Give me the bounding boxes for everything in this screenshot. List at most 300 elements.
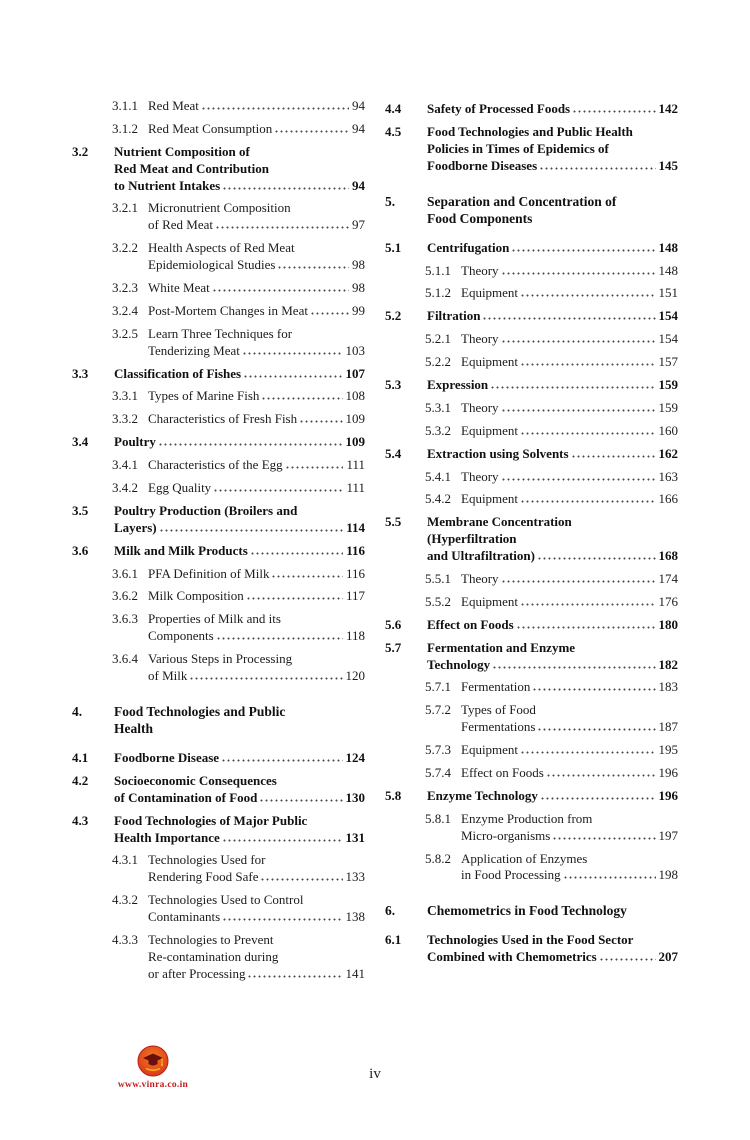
entry-page-number: 141 [345,965,365,981]
entry-title-line: Enzyme Production from [461,810,593,826]
dot-leader [222,839,343,842]
entry-title-line: Technologies to Prevent [148,932,274,948]
toc-entry [72,703,365,738]
dot-leader [222,918,342,921]
entry-title-line: Components [148,628,214,644]
toc-entry [385,491,678,508]
dot-leader [552,837,655,840]
dot-leader [159,529,344,532]
entry-number: 4.3.1 [112,852,138,868]
toc-entry [385,594,678,611]
dot-leader [501,478,656,481]
entry-page-number: 124 [345,750,365,766]
entry-title-line: Properties of Milk and its [148,611,281,627]
entry-page-number: 166 [658,491,678,507]
dot-leader [260,878,342,881]
entry-title-line: of Contamination of Food [114,789,258,805]
dot-leader [520,603,655,606]
dot-leader [546,774,656,777]
entry-page-number: 133 [345,869,365,885]
entry-page-number: 154 [658,308,678,324]
toc-entry [385,377,678,394]
toc-entry [72,611,365,645]
entry-title-line: Theory [461,468,499,484]
entry-title-line: Tenderizing Meat [148,342,240,358]
entry-title-line: Micro-organisms [461,827,551,843]
entry-number: 5.1.2 [425,285,451,301]
entry-title-line: Theory [461,571,499,587]
entry-number: 5.8.2 [425,850,451,866]
dot-leader [482,317,655,320]
entry-page-number: 198 [658,867,678,883]
dot-leader [539,167,655,170]
entry-number: 3.2 [72,143,89,159]
entry-title-line: or after Processing [148,965,246,981]
entry-title-line: Foodborne Disease [114,750,220,766]
entry-title-line: Application of Enzymes [461,850,588,866]
entry-page-number: 109 [345,434,365,450]
entry-title-line: Equipment [461,422,519,438]
entry-title-line: Egg Quality [148,480,212,496]
toc-entry [385,354,678,371]
entry-title-line: Contaminants [148,909,221,925]
entry-number: 3.4.1 [112,457,138,473]
dot-leader [537,557,656,560]
entry-page-number: 103 [345,342,365,358]
toc-entry [385,788,678,805]
entry-title-line: Health [114,721,153,737]
toc-entry [72,411,365,428]
entry-page-number: 197 [658,827,678,843]
toc-entry [72,434,365,451]
toc-entry [72,651,365,685]
entry-title-line: in Food Processing [461,867,561,883]
entry-title-line: Centrifugation [427,239,510,255]
entry-number: 4.3.3 [112,932,138,948]
dot-leader [490,386,655,389]
entry-page-number: 176 [658,593,678,609]
entry-number: 4.1 [72,750,89,766]
toc-entry [385,400,678,417]
entry-page-number: 118 [345,628,365,644]
entry-title-line: PFA Definition of Milk [148,565,270,581]
dot-leader [277,266,349,269]
entry-number: 5.8.1 [425,810,451,826]
entry-title-line: Technologies Used to Control [148,892,304,908]
entry-number: 4.5 [385,123,402,139]
dot-leader [520,294,655,297]
entry-page-number: 97 [352,217,365,233]
entry-page-number: 163 [658,468,678,484]
toc-entry [385,811,678,845]
entry-title-line: Fermentation [461,679,531,695]
entry-page-number: 174 [658,571,678,587]
entry-title-line: Learn Three Techniques for [148,325,293,341]
entry-title-line: Layers) [114,519,157,535]
entry-page-number: 207 [658,948,678,964]
entry-number: 5.2.2 [425,354,451,370]
entry-number: 5.3 [385,377,402,392]
toc-entry [385,331,678,348]
entry-page-number: 142 [658,101,678,116]
toc-entry [385,851,678,885]
dot-leader [571,455,656,458]
dot-leader [501,580,656,583]
entry-title-line: Red Meat Consumption [148,120,273,136]
entry-title-line: Socioeconomic Consequences [114,772,277,788]
toc-entry [385,446,678,463]
entry-title-line: Effect on Foods [461,765,544,781]
toc-entry [385,514,678,565]
table-of-contents [72,98,678,989]
entry-page-number: 94 [352,98,365,113]
entry-title-line: Various Steps in Processing [148,651,293,667]
toc-entry [72,303,365,320]
entry-title-line: Policies in Times of Epidemics of [427,140,609,156]
page-number: iv [369,1066,381,1082]
entry-title-line: Characteristics of the Egg [148,457,283,473]
entry-title-line: Food Technologies of Major Public [114,812,308,828]
entry-title-line: Types of Marine Fish [148,388,260,404]
entry-title-line: Epidemiological Studies [148,257,276,273]
entry-title-line: Equipment [461,742,519,758]
entry-page-number: 196 [658,787,678,803]
entry-title-line: Food Technologies and Public Health [427,123,633,139]
entry-page-number: 157 [658,354,678,370]
entry-number: 4. [72,703,83,719]
entry-title-line: Technology [427,656,491,672]
entry-number: 5.4.2 [425,491,451,507]
entry-number: 4.3 [72,812,89,828]
entry-number: 3.3 [72,365,89,381]
entry-number: 3.1.2 [112,120,138,136]
toc-entry [385,932,678,966]
entry-title-line: Classification of Fishes [114,365,242,381]
toc-entry [72,543,365,560]
entry-page-number: 148 [658,239,678,255]
entry-title-line: Separation and Concentration of [427,193,617,209]
dot-leader [501,340,656,343]
entry-number: 6. [385,903,396,919]
entry-page-number: 154 [658,331,678,347]
toc-entry [385,679,678,696]
entry-number: 3.2.1 [112,200,138,216]
toc-entry [72,773,365,807]
entry-title-line: Chemometrics in Food Technology [427,903,627,919]
entry-title-line: Effect on Foods [427,616,514,632]
entry-page-number: 98 [352,280,365,296]
entry-title-line: Expression [427,377,489,392]
dot-leader [520,751,655,754]
entry-number: 5.5.2 [425,593,451,609]
dot-leader [520,432,655,435]
toc-entry [385,193,678,228]
dot-leader [501,409,656,412]
dot-leader [189,677,342,680]
toc-entry [72,388,365,405]
dot-leader [520,363,655,366]
entry-title-line: Enzyme Technology [427,787,538,803]
dot-leader [310,312,349,315]
entry-title-line: Equipment [461,593,519,609]
dot-leader [261,397,342,400]
dot-leader [511,249,655,252]
toc-entry [385,902,678,920]
publisher-website-text: www.vinra.co.in [117,1080,189,1090]
entry-number: 3.5 [72,502,89,518]
toc-entry [72,813,365,847]
toc-column-left [72,98,365,989]
dot-leader [274,130,349,133]
entry-page-number: 114 [346,519,365,535]
dot-leader [572,110,655,113]
entry-page-number: 195 [658,742,678,758]
entry-page-number: 182 [658,656,678,672]
entry-title-line: Nutrient Composition of [114,143,250,159]
entry-number: 5.2 [385,308,402,324]
entry-page-number: 168 [658,548,678,564]
toc-entry [72,588,365,605]
entry-number: 4.4 [385,101,402,116]
toc-entry [385,571,678,588]
entry-page-number: 196 [658,765,678,781]
entry-title-line: of Milk [148,668,188,684]
entry-title-line: Health Importance [114,829,220,845]
toc-entry [72,144,365,195]
dot-leader [516,626,656,629]
dot-leader [201,107,349,110]
entry-title-line: Food Technologies and Public [114,703,286,719]
dot-leader [532,688,655,691]
dot-leader [599,958,656,961]
entry-title-line: Poultry Production (Broilers and [114,502,298,518]
entry-title-line: Theory [461,399,499,415]
toc-entry [72,98,365,115]
toc-entry [385,285,678,302]
entry-title-line: Post-Mortem Changes in Meat [148,302,308,318]
entry-number: 5.3.2 [425,422,451,438]
entry-title-line: Food Components [427,211,533,227]
entry-number: 5.6 [385,616,402,632]
entry-page-number: 187 [658,719,678,735]
entry-title-line: Milk and Milk Products [114,542,248,558]
toc-entry [385,702,678,736]
entry-title-line: Re-contamination during [148,948,279,964]
dot-leader [501,272,656,275]
entry-number: 3.2.5 [112,325,138,341]
entry-title-line: Theory [461,331,499,347]
entry-title-line: Health Aspects of Red Meat [148,240,295,256]
entry-page-number: 98 [352,257,365,273]
entry-number: 5.7.2 [425,702,451,718]
toc-entry [385,308,678,325]
dot-leader [215,226,349,229]
dot-leader [299,420,342,423]
entry-page-number: 183 [658,679,678,695]
dot-leader [259,799,342,802]
dot-leader [250,552,343,555]
entry-page-number: 111 [346,457,365,473]
entry-number: 5.7.1 [425,679,451,695]
toc-entry [72,366,365,383]
dot-leader [540,797,656,800]
dot-leader [243,375,342,378]
entry-title-line: Fermentations [461,719,536,735]
entry-number: 3.1.1 [112,98,138,113]
entry-title-line: Rendering Food Safe [148,869,259,885]
entry-page-number: 148 [658,262,678,278]
entry-number: 5. [385,193,396,209]
dot-leader [216,637,343,640]
entry-number: 5.8 [385,787,402,803]
dot-leader [222,187,349,190]
dot-leader [520,500,655,503]
entry-title-line: Poultry [114,434,156,450]
toc-entry [72,932,365,983]
entry-number: 3.2.2 [112,240,138,256]
toc-entry [385,742,678,759]
entry-number: 3.4 [72,434,89,450]
entry-page-number: 130 [345,789,365,805]
toc-entry [72,121,365,138]
entry-title-line: Technologies Used for [148,852,266,868]
dot-leader [212,289,349,292]
toc-entry [72,566,365,583]
entry-title-line: Foodborne Diseases [427,157,538,173]
entry-title-line: Equipment [461,491,519,507]
entry-number: 3.3.2 [112,411,138,427]
entry-page-number: 108 [345,388,365,404]
dot-leader [242,352,343,355]
entry-title-line: and Ultrafiltration) [427,548,535,564]
entry-page-number: 145 [658,157,678,173]
entry-number: 3.6.3 [112,611,138,627]
entry-number: 5.4 [385,445,402,461]
dot-leader [271,575,343,578]
dot-leader [246,597,343,600]
toc-entry [72,326,365,360]
entry-page-number: 116 [346,542,365,558]
entry-page-number: 162 [658,445,678,461]
entry-number: 5.4.1 [425,468,451,484]
entry-title-line: Filtration [427,308,481,324]
entry-page-number: 107 [345,365,365,381]
dot-leader [563,876,656,879]
dot-leader [247,975,342,978]
dot-leader [492,666,655,669]
entry-title-line: Milk Composition [148,588,244,604]
entry-page-number: 99 [352,302,365,318]
toc-entry [72,240,365,274]
entry-number: 6.1 [385,931,402,947]
dot-leader [285,466,344,469]
entry-number: 4.2 [72,772,89,788]
dot-leader [158,443,343,446]
entry-title-line: Theory [461,262,499,278]
entry-number: 3.4.2 [112,480,138,496]
entry-title-line: Membrane Concentration [427,514,572,530]
entry-page-number: 180 [658,616,678,632]
toc-entry [72,503,365,537]
entry-number: 5.3.1 [425,399,451,415]
entry-title-line: Equipment [461,285,519,301]
entry-number: 4.3.2 [112,892,138,908]
toc-entry [385,263,678,280]
toc-entry [385,617,678,634]
toc-entry [72,457,365,474]
entry-number: 5.1.1 [425,262,451,278]
entry-title-line: Technologies Used in the Food Sector [427,931,634,947]
toc-entry [72,750,365,767]
toc-entry [72,892,365,926]
entry-page-number: 120 [345,668,365,684]
entry-page-number: 151 [658,285,678,301]
entry-title-line: Characteristics of Fresh Fish [148,411,298,427]
entry-title-line: Types of Food [461,702,536,718]
entry-page-number: 131 [345,829,365,845]
toc-entry [72,280,365,297]
entry-title-line: Equipment [461,354,519,370]
dot-leader [213,489,343,492]
toc-entry [385,765,678,782]
entry-title-line: Combined with Chemometrics [427,948,597,964]
entry-number: 3.6.1 [112,565,138,581]
entry-page-number: 116 [345,565,365,581]
entry-number: 3.6.2 [112,588,138,604]
toc-entry [385,423,678,440]
entry-title-line: Red Meat and Contribution [114,160,269,176]
entry-page-number: 160 [658,422,678,438]
entry-page-number: 138 [345,909,365,925]
entry-title-line: to Nutrient Intakes [114,177,221,193]
toc-entry [385,101,678,118]
dot-leader [221,759,342,762]
entry-number: 5.5 [385,514,402,530]
entry-title-line: (Hyperfiltration [427,531,517,547]
entry-title-line: of Red Meat [148,217,213,233]
entry-page-number: 111 [346,480,365,496]
entry-number: 3.2.3 [112,280,138,296]
toc-entry [72,480,365,497]
entry-page-number: 117 [345,588,365,604]
entry-number: 5.7 [385,639,402,655]
entry-number: 3.2.4 [112,302,138,318]
entry-number: 5.1 [385,239,402,255]
toc-entry [385,124,678,175]
entry-title-line: Micronutrient Composition [148,200,291,216]
dot-leader [537,728,655,731]
entry-page-number: 159 [658,399,678,415]
entry-title-line: Red Meat [148,98,199,113]
entry-title-line: White Meat [148,280,210,296]
entry-number: 3.3.1 [112,388,138,404]
toc-entry [385,469,678,486]
toc-entry [72,200,365,234]
entry-page-number: 159 [658,377,678,392]
entry-title-line: Extraction using Solvents [427,445,569,461]
entry-number: 5.7.4 [425,765,451,781]
entry-number: 5.7.3 [425,742,451,758]
entry-title-line: Safety of Processed Foods [427,101,571,116]
toc-column-right [385,98,678,989]
entry-page-number: 94 [352,120,365,136]
entry-title-line: Fermentation and Enzyme [427,639,576,655]
entry-page-number: 94 [352,177,365,193]
toc-entry [385,640,678,674]
toc-entry [385,240,678,257]
entry-number: 3.6 [72,542,89,558]
entry-number: 3.6.4 [112,651,138,667]
